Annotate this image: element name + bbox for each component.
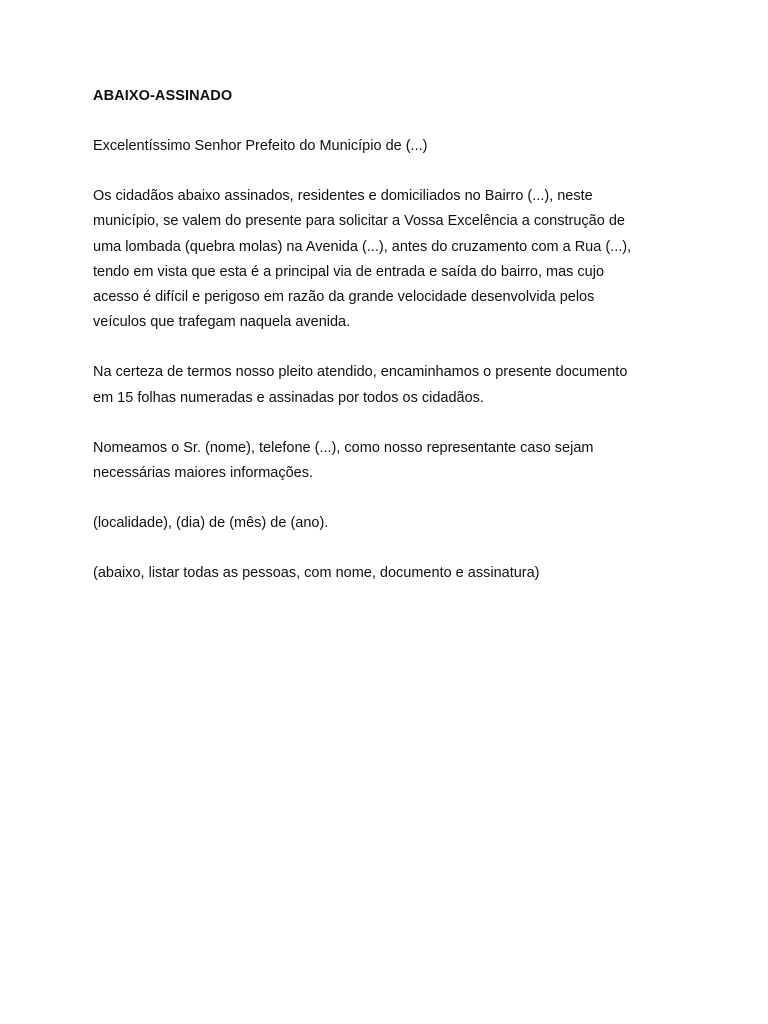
representative-paragraph: Nomeamos o Sr. (nome), telefone (...), como nosso representante caso sejam necessárias maiores informações.: [93, 439, 594, 482]
closing-paragraph: Na certeza de termos nosso pleito atendido, encaminhamos o presente documento em 15 folhas numeradas e assinadas por todos os cidadãos.: [93, 364, 628, 406]
request-paragraph: Os cidadãos abaixo assinados, residentes e domiciliados no Bairro (...), neste município, se valem do presente para solicitar a Vossa Excelência a construção de uma lombada (quebra molas) na Avenida (...), antes do cruzamento com a Rua (...), tendo em vista que esta é a principal via de entrada e saída do bairro, mas cujo acesso é difícil e perigoso em razão da grande velocidade desenvolvida pelos veículos que trafegam naquela avenida.: [93, 188, 632, 331]
document-title: ABAIXO-ASSINADO: [93, 88, 233, 104]
signature-instruction: (abaixo, listar todas as pessoas, com nome, documento e assinatura): [93, 565, 540, 582]
place-date-line: (localidade), (dia) de (mês) de (ano).: [93, 515, 329, 532]
document-body: [93, 84, 693, 612]
salutation: Excelentíssimo Senhor Prefeito do Município de (...): [93, 138, 428, 154]
